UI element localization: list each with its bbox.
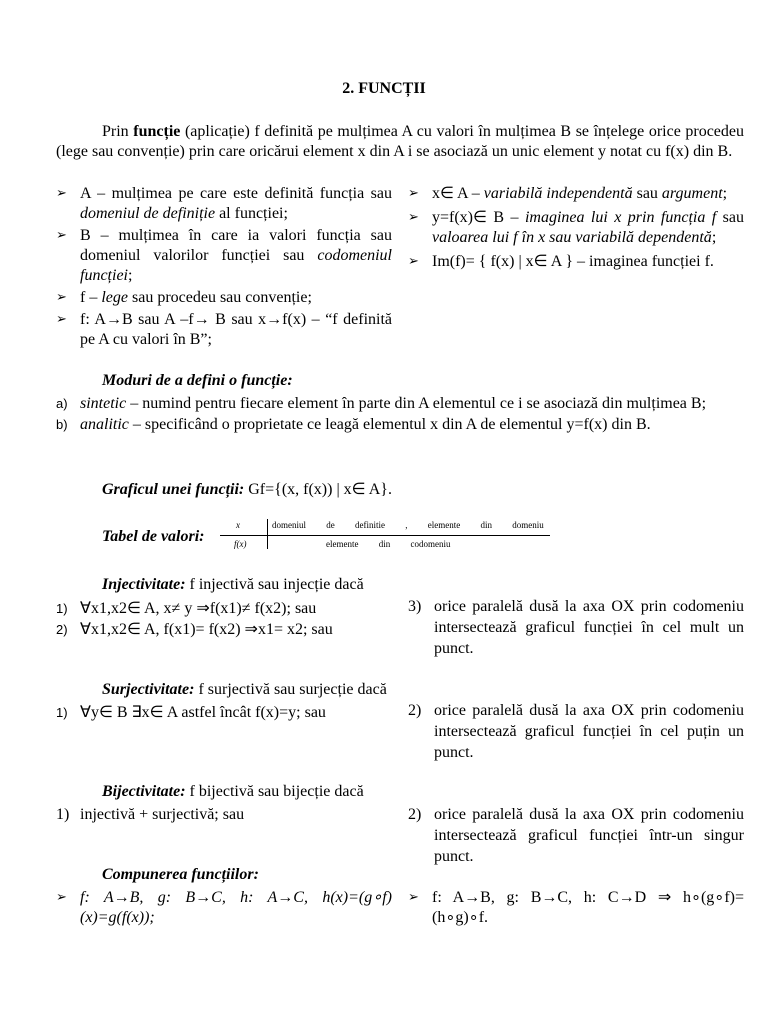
compunere-heading: Compunerea funcțiilor: — [102, 866, 259, 883]
definitions-left-list — [56, 184, 392, 352]
list-item: ➢ f: A→B, g: B→C, h: A→C, h(x)=(g∘f)(x)=g(f(x)); — [56, 889, 392, 926]
table-divider — [267, 519, 268, 549]
arrow-bullet-icon: ➢ — [408, 186, 419, 201]
intro-prefix: Prin — [102, 123, 134, 140]
list-item: 3) orice paralelă dusă la axa OX prin codomeniu intersectează graficul funcției în cel mult un punct. — [408, 598, 744, 657]
bijectivitate-list — [56, 804, 392, 825]
list-item: ➢ f: A→B, g: B→C, h: C→D ⇒ h∘(g∘f)=(h∘g)∘f. — [408, 889, 744, 926]
moduri-heading: Moduri de a defini o funcție: — [102, 372, 293, 389]
arrow-bullet-icon: ➢ — [56, 228, 67, 243]
list-item: 2) orice paralelă dusă la axa OX prin codomeniu intersectează graficul funcției în cel puțin un punct. — [408, 702, 744, 761]
arrow-bullet-icon: ➢ — [408, 210, 419, 225]
list-item: ➢ f – lege sau procedeu sau convenție; — [56, 289, 312, 306]
surjectivitate-list — [56, 702, 392, 723]
intro-term: funcție — [133, 123, 181, 140]
arrow-bullet-icon: ➢ — [408, 254, 419, 269]
intro-paragraph — [56, 122, 744, 161]
compunere-right — [408, 888, 744, 930]
value-table: x domeniul de definitie , elemente din domeniu f(x) elemente din codomeniu — [214, 519, 554, 551]
list-item: ➢ f: A→B sau A –f→ B sau x→f(x) – “f definită pe A cu valori în B”; — [56, 311, 392, 348]
arrow-bullet-icon: ➢ — [408, 890, 419, 905]
list-item: b) analitic – specificând o proprietate ce leagă elementul x din A de elementul y=f(x) din B. — [56, 416, 651, 433]
list-item: ➢ A – mulțimea pe care este definită funcția sau domeniul de definiție al funcției; — [56, 185, 392, 222]
arrow-bullet-icon: ➢ — [56, 290, 67, 305]
list-item: 2) orice paralelă dusă la axa OX prin codomeniu intersectează graficul funcției într-un singur punct. — [408, 806, 744, 865]
list-item: ➢ x∈ A – variabilă independentă sau argument; — [408, 185, 728, 202]
bijectivitate-right — [408, 804, 744, 867]
compunere-left — [56, 888, 392, 930]
page-title: 2. FUNCȚII — [342, 80, 426, 97]
list-item: 1) injectivă + surjectivă; sau — [56, 806, 245, 823]
arrow-bullet-icon: ➢ — [56, 186, 67, 201]
moduri-list — [56, 393, 744, 435]
list-item: 1) ∀x1,x2∈ A, x≠ y ⇒f(x1)≠ f(x2); sau — [56, 600, 317, 617]
table-rule — [220, 535, 550, 536]
list-item: ➢ Im(f)= { f(x) | x∈ A } – imaginea funcției f. — [408, 253, 714, 270]
list-item: ➢ y=f(x)∈ B – imaginea lui x prin funcția f sau valoarea lui f în x sau variabilă dependentă; — [408, 209, 745, 246]
list-item: 1) ∀y∈ B ∃x∈ A astfel încât f(x)=y; sau — [56, 704, 326, 721]
injectivitate-list — [56, 598, 392, 640]
arrow-bullet-icon: ➢ — [56, 312, 67, 327]
grafic-line: Graficul unei funcții: Gf={(x, f(x)) | x∈ A}. — [102, 481, 392, 498]
list-item: ➢ B – mulțimea în care ia valori funcția sau domeniul valorilor funcției sau codomeniul funcției; — [56, 227, 392, 284]
bijectivitate-line: Bijectivitate: f bijectivă sau bijecție dacă — [102, 783, 364, 800]
tabel-heading: Tabel de valori: — [102, 528, 205, 545]
injectivitate-line: Injectivitate: f injectivă sau injecție dacă — [102, 576, 364, 593]
intro-rest: (aplicație) f definită pe mulțimea A cu valori în mulțimea B se înțelege orice procedeu (lege sau convenție) prin care oricărui element x din A i se asociază un unic element y notat cu f(x) din B. — [56, 123, 745, 160]
injectivitate-right — [408, 596, 744, 659]
list-item: a) sintetic – numind pentru fiecare element în parte din A elementul ce i se asociază din mulțimea B; — [56, 395, 707, 412]
surjectivitate-line: Surjectivitate: f surjectivă sau surjecție dacă — [102, 681, 387, 698]
definitions-right-list — [408, 184, 744, 274]
surjectivitate-right — [408, 700, 744, 763]
arrow-bullet-icon: ➢ — [56, 890, 67, 905]
list-item: 2) ∀x1,x2∈ A, f(x1)= f(x2) ⇒x1= x2; sau — [56, 621, 333, 638]
